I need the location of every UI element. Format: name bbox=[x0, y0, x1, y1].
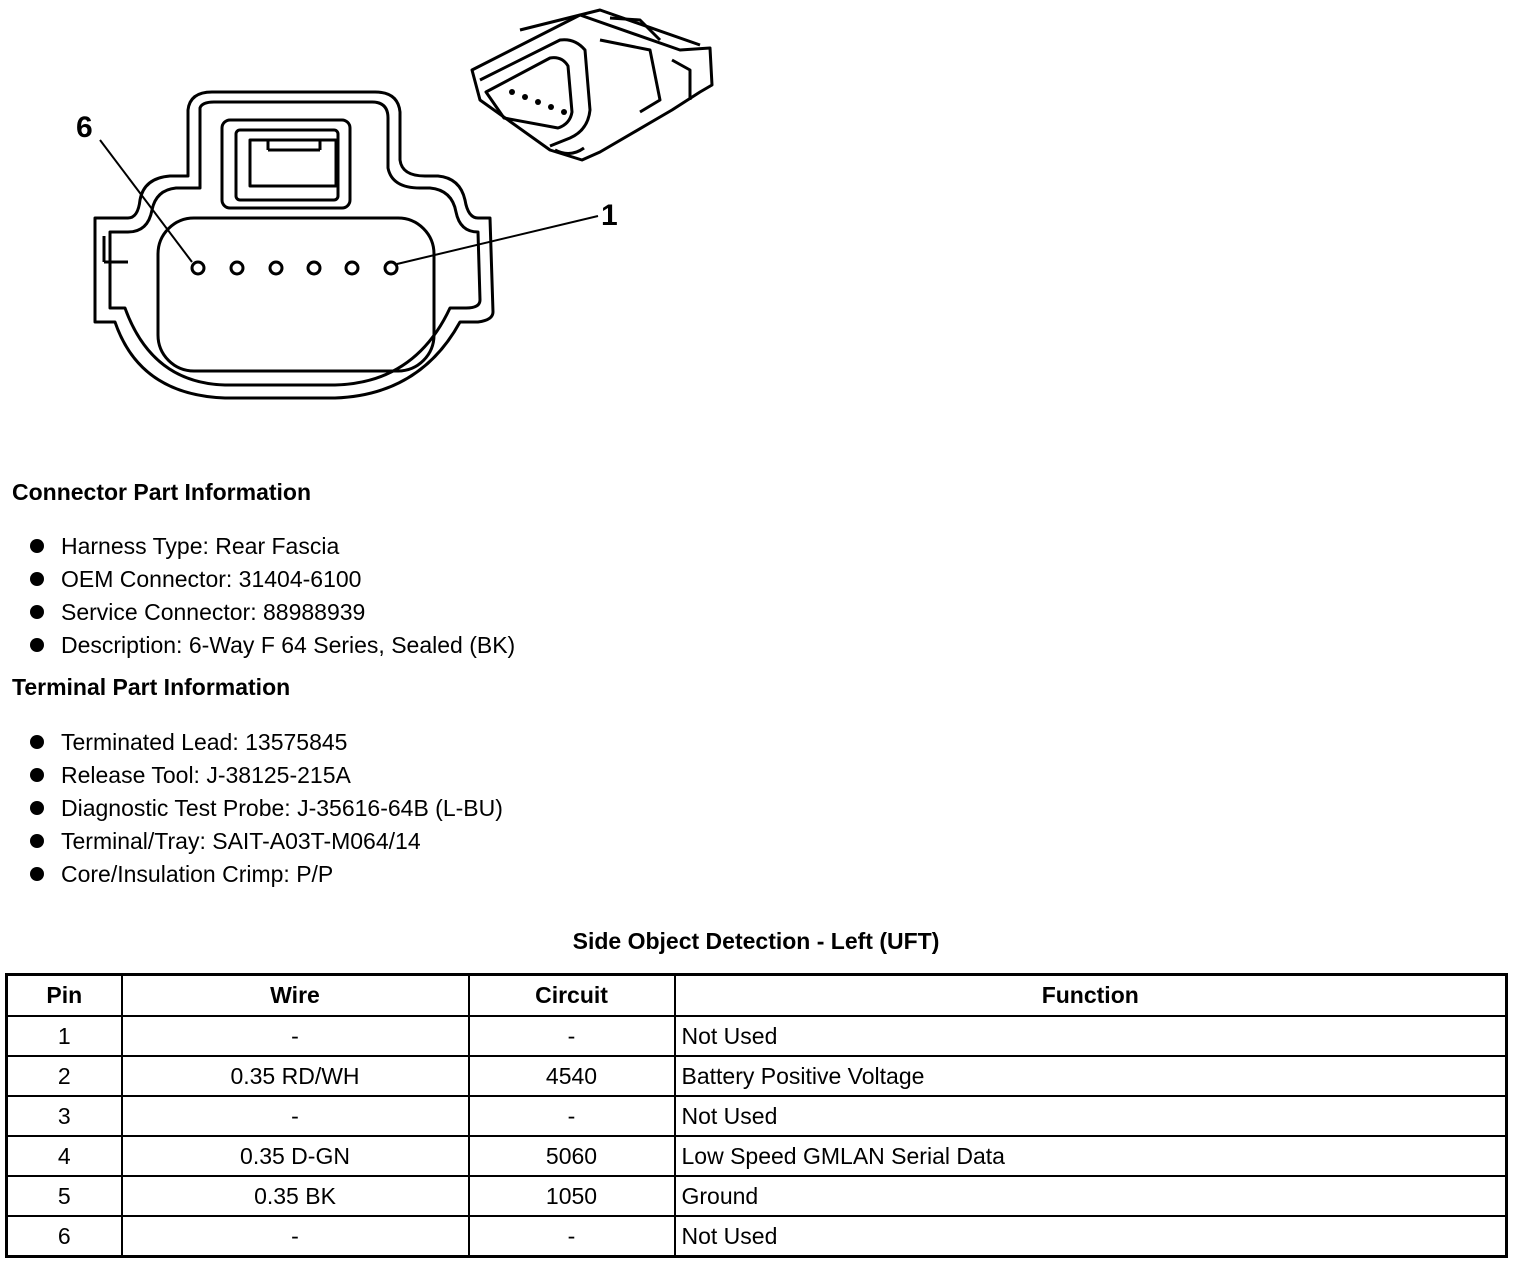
cavity-3 bbox=[308, 262, 320, 274]
cell-pin: 2 bbox=[7, 1056, 122, 1096]
cell-circuit: 5060 bbox=[469, 1136, 675, 1176]
table-row bbox=[7, 1216, 1507, 1257]
cell-wire: - bbox=[122, 1096, 469, 1136]
list-item: Description: 6-Way F 64 Series, Sealed (BK) bbox=[30, 629, 515, 662]
cell-wire: - bbox=[122, 1016, 469, 1056]
bullet-icon bbox=[30, 768, 44, 782]
table-header-row bbox=[7, 975, 1507, 1017]
terminal-part-heading: Terminal Part Information bbox=[12, 674, 291, 700]
cell-circuit: - bbox=[469, 1216, 675, 1257]
list-item: Service Connector: 88988939 bbox=[30, 596, 515, 629]
cavity-4 bbox=[270, 262, 282, 274]
connector-iso-view bbox=[472, 10, 712, 160]
cell-pin: 6 bbox=[7, 1216, 122, 1257]
table-row bbox=[7, 1176, 1507, 1216]
list-item: Harness Type: Rear Fascia bbox=[30, 530, 515, 563]
table-row bbox=[7, 1016, 1507, 1056]
cell-wire: - bbox=[122, 1216, 469, 1257]
cell-circuit: - bbox=[469, 1096, 675, 1136]
cell-function: Low Speed GMLAN Serial Data bbox=[675, 1136, 1507, 1176]
cavity-2 bbox=[346, 262, 358, 274]
cell-pin: 1 bbox=[7, 1016, 122, 1056]
list-item: OEM Connector: 31404-6100 bbox=[30, 563, 515, 596]
cell-pin: 5 bbox=[7, 1176, 122, 1216]
latch-tab bbox=[250, 140, 336, 186]
header-function: Function bbox=[675, 975, 1507, 1017]
cell-circuit: 1050 bbox=[469, 1176, 675, 1216]
list-item: Terminal/Tray: SAIT-A03T-M064/14 bbox=[30, 825, 503, 858]
header-wire: Wire bbox=[122, 975, 469, 1017]
callout-line-6 bbox=[100, 140, 192, 262]
latch-housing bbox=[222, 120, 350, 208]
connector-diagram bbox=[0, 0, 760, 420]
list-item: Diagnostic Test Probe: J-35616-64B (L-BU) bbox=[30, 792, 503, 825]
cell-function: Not Used bbox=[675, 1016, 1507, 1056]
bullet-icon bbox=[30, 867, 44, 881]
header-circuit: Circuit bbox=[469, 975, 675, 1017]
list-item: Terminated Lead: 13575845 bbox=[30, 726, 503, 759]
table-row bbox=[7, 1096, 1507, 1136]
header-pin: Pin bbox=[7, 975, 122, 1017]
bullet-icon bbox=[30, 735, 44, 749]
table-row bbox=[7, 1136, 1507, 1176]
cavity-6 bbox=[192, 262, 204, 274]
cell-circuit: - bbox=[469, 1016, 675, 1056]
bullet-icon bbox=[30, 539, 44, 553]
cell-pin: 4 bbox=[7, 1136, 122, 1176]
callout-label-1: 1 bbox=[601, 199, 618, 232]
cell-function: Not Used bbox=[675, 1216, 1507, 1257]
list-item: Release Tool: J-38125-215A bbox=[30, 759, 503, 792]
cavity-1 bbox=[385, 262, 397, 274]
connector-part-heading: Connector Part Information bbox=[12, 479, 312, 505]
cell-wire: 0.35 BK bbox=[122, 1176, 469, 1216]
callout-label-6: 6 bbox=[76, 111, 93, 144]
callout-line-1 bbox=[397, 216, 598, 264]
cell-function: Not Used bbox=[675, 1096, 1507, 1136]
bullet-icon bbox=[30, 572, 44, 586]
cell-function: Battery Positive Voltage bbox=[675, 1056, 1507, 1096]
table-row bbox=[7, 1056, 1507, 1096]
list-item: Core/Insulation Crimp: P/P bbox=[30, 858, 503, 891]
cell-wire: 0.35 D-GN bbox=[122, 1136, 469, 1176]
pin-table-title: Side Object Detection - Left (UFT) bbox=[572, 928, 940, 954]
pinout-table bbox=[5, 973, 1508, 1258]
bullet-icon bbox=[30, 605, 44, 619]
bullet-icon bbox=[30, 834, 44, 848]
connector-face-rim bbox=[110, 102, 480, 385]
cavity-5 bbox=[231, 262, 243, 274]
cell-wire: 0.35 RD/WH bbox=[122, 1056, 469, 1096]
terminal-part-list bbox=[30, 726, 503, 891]
bullet-icon bbox=[30, 638, 44, 652]
cell-pin: 3 bbox=[7, 1096, 122, 1136]
bullet-icon bbox=[30, 801, 44, 815]
terminal-window bbox=[158, 218, 434, 371]
connector-part-list bbox=[30, 530, 515, 662]
cell-function: Ground bbox=[675, 1176, 1507, 1216]
cell-circuit: 4540 bbox=[469, 1056, 675, 1096]
